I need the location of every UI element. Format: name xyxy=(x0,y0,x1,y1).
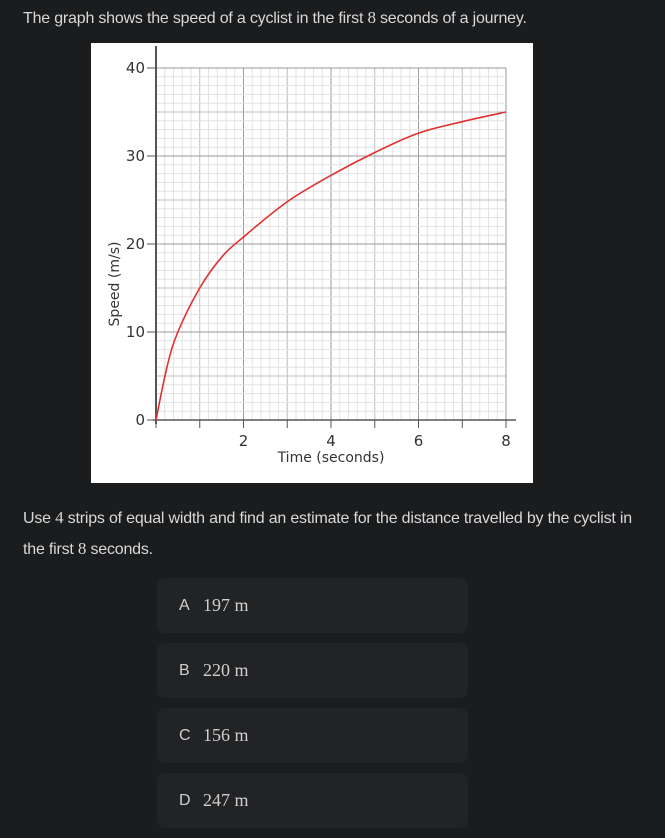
intro-text-part: seconds of a journey. xyxy=(375,10,527,27)
question-text xyxy=(23,503,643,565)
x-axis-label: Time (seconds) xyxy=(277,450,385,466)
intro-text-part: The graph shows the speed of a cyclist in the first xyxy=(23,10,368,27)
chart-svg xyxy=(91,43,533,483)
option-letter: B xyxy=(179,661,190,679)
option-value: 156 m xyxy=(203,725,249,745)
x-tick-label: 4 xyxy=(326,432,336,450)
option-letter: D xyxy=(179,791,191,809)
option-value: 220 m xyxy=(203,660,249,680)
x-tick-label: 8 xyxy=(501,432,511,450)
x-tick-label: 2 xyxy=(238,432,249,450)
option-value: 197 m xyxy=(203,595,249,615)
question-text-part: seconds. xyxy=(86,541,153,558)
option-d-button[interactable] xyxy=(157,773,468,828)
y-axis-label: Speed (m/s) xyxy=(107,241,123,327)
y-tick-label: 20 xyxy=(125,235,145,253)
intro-text xyxy=(23,8,527,28)
speed-time-graph xyxy=(91,43,533,483)
question-text-part: strips of equal width and find an estimate for the distance travelled by the cyclist in the first xyxy=(23,510,632,558)
y-tick-label: 10 xyxy=(125,323,145,341)
option-letter: C xyxy=(179,726,191,744)
y-tick-label: 40 xyxy=(125,59,145,77)
option-b-button[interactable] xyxy=(157,643,468,698)
intro-number: 8 xyxy=(367,8,376,27)
option-letter: A xyxy=(179,596,190,614)
question-text-part: Use xyxy=(23,510,56,527)
x-tick-label: 6 xyxy=(413,432,424,450)
y-tick-label: 30 xyxy=(125,147,145,165)
question-number: 4 xyxy=(55,508,64,527)
answer-options xyxy=(157,578,468,838)
option-c-button[interactable] xyxy=(157,708,468,763)
option-a-button[interactable] xyxy=(157,578,468,633)
question-number: 8 xyxy=(77,539,87,558)
option-value: 247 m xyxy=(203,790,249,810)
y-tick-label: 0 xyxy=(135,411,145,429)
